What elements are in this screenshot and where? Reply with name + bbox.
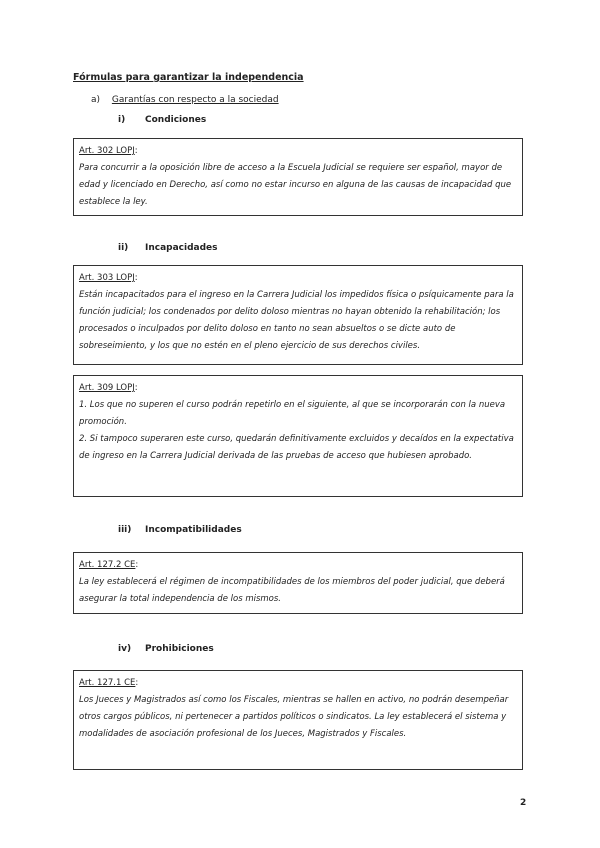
subheading-text: Garantías con respecto a la sociedad: [111, 95, 279, 105]
article-box-309: Art. 309 LOPJ: 1. Los que no superen el curso podrán repetirlo en el siguiente, al que se incorporarán con la nueva promoción. 2. Si tampoco superaren este curso, quedarán definitivamente excluidos y decaídos en la expectativa de ingreso en la Carrera Judicial derivada de las pruebas de acceso que hubiesen aprobado.: [73, 375, 523, 497]
article-ref: Art. 302 LOPJ: [79, 146, 135, 156]
article-text: Los Jueces y Magistrados así como los Fiscales, mientras se hallen en activo, no podrán desempeñar otros cargos públicos, ni pertenecer a partidos políticos o sindicatos. La ley establecerá el sistema y modalidades de asociación profesional de los Jueces, Magistrados y Fiscales.: [79, 695, 509, 739]
section-prohibiciones: [118, 644, 214, 654]
article-text: 2. Si tampoco superaren este curso, quedarán definitivamente excluidos y decaídos en la expectativa de ingreso en la Carrera Judicial derivada de las pruebas de acceso que hubiesen aprobado.: [79, 434, 514, 461]
section-title: Incompatibilidades: [145, 525, 242, 535]
subheading-label: a): [91, 95, 101, 105]
section-title: Prohibiciones: [145, 644, 214, 654]
section-condiciones: [118, 115, 206, 125]
article-text: 1. Los que no superen el curso podrán repetirlo en el siguiente, al que se incorporarán con la nueva promoción.: [79, 400, 506, 427]
article-box-127-2: Art. 127.2 CE: La ley establecerá el régimen de incompatibilidades de los miembros del poder judicial, que deberá asegurar la total independencia de los mismos.: [73, 552, 523, 614]
article-ref: Art. 127.1 CE: [79, 678, 136, 688]
article-ref: Art. 127.2 CE: [79, 560, 136, 570]
subheading: [91, 95, 279, 105]
article-box-302: Art. 302 LOPJ: Para concurrir a la oposición libre de acceso a la Escuela Judicial se requiere ser español, mayor de edad y licenciado en Derecho, así como no estar incurso en alguna de las causas de incapacidad que establece la ley.: [73, 138, 523, 216]
section-number: iv): [118, 644, 132, 654]
article-box-127-1: Art. 127.1 CE: Los Jueces y Magistrados así como los Fiscales, mientras se hallen en activo, no podrán desempeñar otros cargos públicos, ni pertenecer a partidos políticos o sindicatos. La ley establecerá el sistema y modalidades de asociación profesional de los Jueces, Magistrados y Fiscales.: [73, 670, 523, 770]
section-number: iii): [118, 525, 132, 535]
article-text: Para concurrir a la oposición libre de acceso a la Escuela Judicial se requiere ser español, mayor de edad y licenciado en Derecho, así como no estar incurso en alguna de las causas de incapacidad que establece la ley.: [79, 163, 512, 207]
page-number: 2: [520, 798, 527, 808]
section-title: Incapacidades: [145, 243, 218, 253]
article-box-303: Art. 303 LOPJ: Están incapacitados para el ingreso en la Carrera Judicial los impedidos física o psíquicamente para la función judicial; los condenados por delito doloso mientras no hayan obtenido la rehabilitación; los procesados o inculpados por delito doloso en tanto no sean absueltos o se dicte auto de sobreseimiento, y los que no estén en el pleno ejercicio de sus derechos civiles.: [73, 265, 523, 365]
section-incompatibilidades: [118, 525, 242, 535]
section-number: i): [118, 115, 126, 125]
page-heading: Fórmulas para garantizar la independencia: [73, 72, 304, 83]
article-ref: Art. 303 LOPJ: [79, 273, 135, 283]
section-incapacidades: [118, 243, 218, 253]
section-number: ii): [118, 243, 129, 253]
article-text: La ley establecerá el régimen de incompatibilidades de los miembros del poder judicial, que deberá asegurar la total independencia de los mismos.: [79, 577, 505, 604]
section-title: Condiciones: [145, 115, 207, 125]
article-text: Están incapacitados para el ingreso en la Carrera Judicial los impedidos física o psíquicamente para la función judicial; los condenados por delito doloso mientras no hayan obtenido la rehabilitación; los procesados o inculpados por delito doloso en tanto no sean absueltos o se dicte auto de sobreseimiento, y los que no estén en el pleno ejercicio de sus derechos civiles.: [79, 290, 514, 351]
article-ref: Art. 309 LOPJ: [79, 383, 135, 393]
